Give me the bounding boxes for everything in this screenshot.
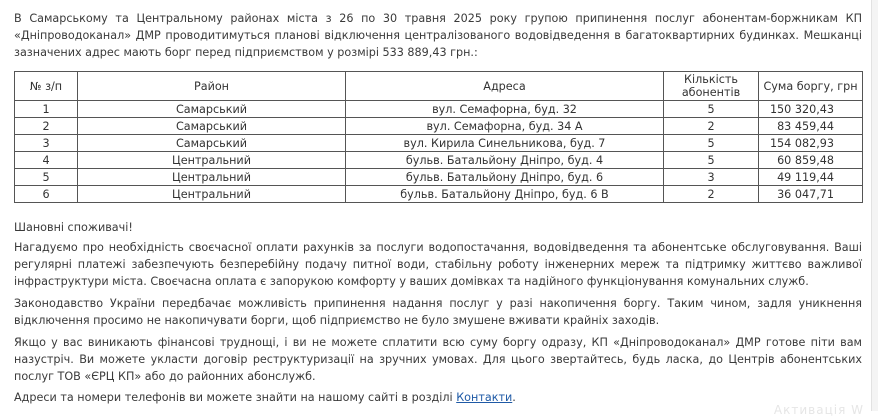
table-row	[15, 186, 863, 203]
cell-debt: 154 082,93	[759, 135, 863, 152]
cell-number: 4	[15, 152, 78, 169]
cell-district: Центральний	[78, 169, 346, 186]
activation-watermark: Активація W	[773, 403, 864, 417]
greeting: Шановні споживачі!	[14, 221, 133, 234]
vertical-scrollbar[interactable]	[871, 0, 878, 411]
cell-debt: 83 459,44	[759, 118, 863, 135]
cell-district: Самарський	[78, 118, 346, 135]
cell-district: Центральний	[78, 152, 346, 169]
debt-table	[14, 71, 863, 203]
intro-paragraph: В Самарському та Центральному районах міста з 26 по 30 травня 2025 року групою припинення послуг абонентам-боржникам КП «Дніпроводоканал» ДМР проводитимуться планові відключення централізованого водовідведення в багатоквартирних будинках. Мешканці зазначених адрес мають борг перед підприємством у розмірі 533 889,43 грн.:	[14, 12, 862, 59]
table-row	[15, 152, 863, 169]
cell-subscribers: 2	[664, 118, 759, 135]
cell-number: 2	[15, 118, 78, 135]
header-debt: Сума боргу, грн	[759, 72, 863, 101]
header-number: № з/п	[15, 72, 78, 101]
header-subscribers: Кількість абонентів	[664, 72, 759, 101]
cell-number: 3	[15, 135, 78, 152]
help-paragraph: Якщо у вас виникають фінансові труднощі, і ви не можете сплатити всю суму боргу одразу, КП «Дніпроводоканал» ДМР готове піти вам назустріч. Ви можете укласти договір реструктуризації на зручних умовах. Для цього звертайтесь, будь ласка, до Центрів абонентських послуг ТОВ «ЄРЦ КП» або до районних абонслужб.	[14, 336, 862, 383]
contacts-link[interactable]: Контакти	[456, 391, 513, 404]
cell-subscribers: 3	[664, 169, 759, 186]
header-district: Район	[78, 72, 346, 101]
cell-district: Самарський	[78, 101, 346, 118]
table-header-row	[15, 72, 863, 101]
contacts-end: .	[512, 391, 516, 404]
cell-district: Центральний	[78, 186, 346, 203]
cell-number: 5	[15, 169, 78, 186]
cell-subscribers: 5	[664, 135, 759, 152]
header-address: Адреса	[346, 72, 664, 101]
table-row	[15, 135, 863, 152]
contacts-text: Адреси та номери телефонів ви можете знайти на нашому сайті в розділі	[14, 391, 457, 404]
cell-district: Самарський	[78, 135, 346, 152]
cell-subscribers: 5	[664, 101, 759, 118]
cell-subscribers: 2	[664, 186, 759, 203]
cell-number: 1	[15, 101, 78, 118]
cell-debt: 150 320,43	[759, 101, 863, 118]
cell-address: вул. Семафорна, буд. 32	[346, 101, 664, 118]
cell-debt: 36 047,71	[759, 186, 863, 203]
table-row	[15, 169, 863, 186]
table-row	[15, 101, 863, 118]
cell-address: бульв. Батальйону Дніпро, буд. 6	[346, 169, 664, 186]
table-row	[15, 118, 863, 135]
cell-debt: 60 859,48	[759, 152, 863, 169]
law-paragraph: Законодавство України передбачає можливість припинення надання послуг у разі накопичення боргу. Таким чином, задля уникнення відключення просимо не накопичувати борги, щоб підприємство не було змушене вживати крайніх заходів.	[14, 297, 862, 327]
cell-debt: 49 119,44	[759, 169, 863, 186]
cell-address: бульв. Батальйону Дніпро, буд. 4	[346, 152, 664, 169]
cell-number: 6	[15, 186, 78, 203]
cell-address: вул. Кирила Синельникова, буд. 7	[346, 135, 664, 152]
cell-subscribers: 5	[664, 152, 759, 169]
contacts-paragraph	[14, 389, 516, 406]
reminder-paragraph: Нагадуємо про необхідність своєчасної оплати рахунків за послуги водопостачання, водовідведення та абонентське обслуговування. Ваші регулярні платежі забезпечують безперебійну подачу питної води, стабільну роботу інженерних мереж та підтримку життєво важливої інфраструктури міста. Своєчасна оплата є запорукою комфорту у ваших домівках та надійного функціонування комунальних служб.	[14, 241, 862, 288]
cell-address: бульв. Батальйону Дніпро, буд. 6 В	[346, 186, 664, 203]
cell-address: вул. Семафорна, буд. 34 А	[346, 118, 664, 135]
